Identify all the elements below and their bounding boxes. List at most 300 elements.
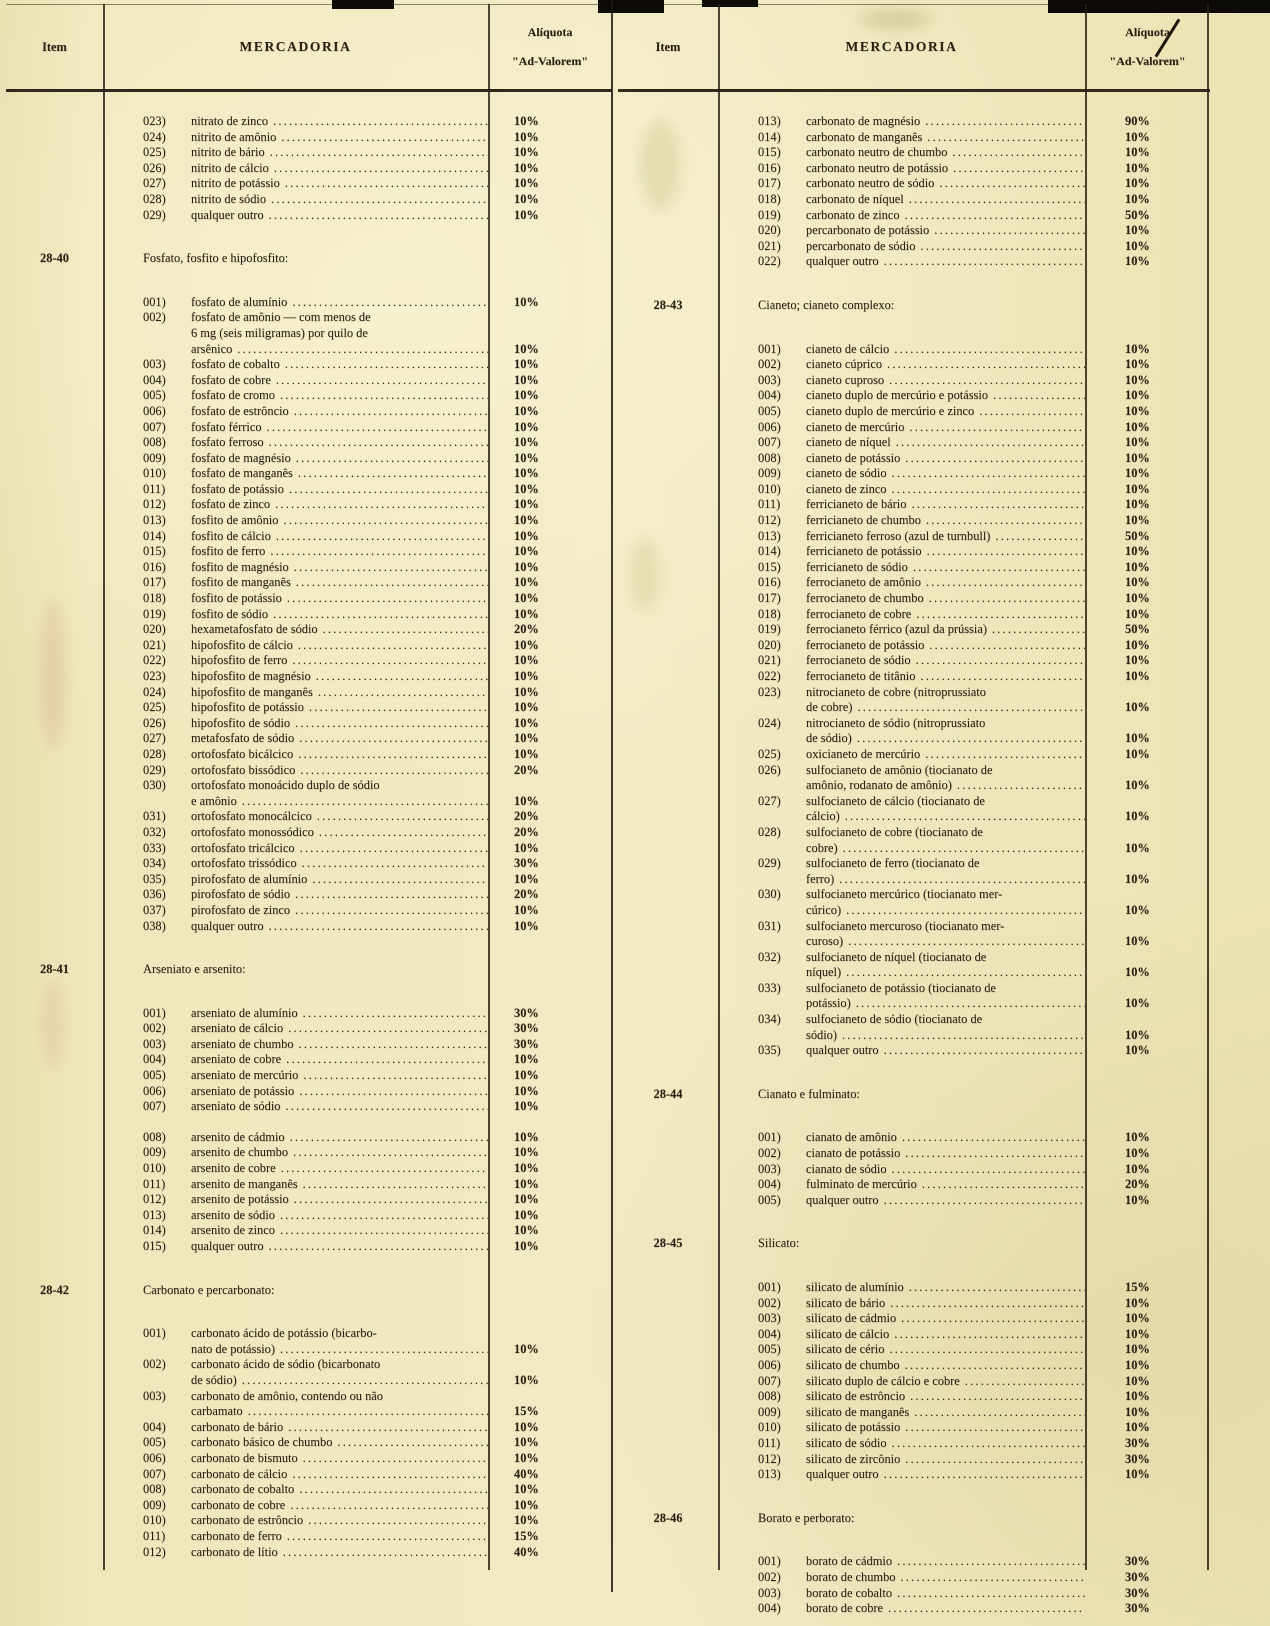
dot-leader: [900, 1570, 1085, 1586]
entry-line: [758, 223, 1085, 239]
entry-line: [143, 887, 488, 903]
entry-line: [758, 357, 1085, 373]
dot-leader: [905, 208, 1085, 224]
tariff-entry: [6, 919, 612, 935]
item-code-cell: [618, 1043, 718, 1059]
entry-rate: 10%: [1125, 637, 1150, 652]
entry-description: [103, 176, 488, 192]
entry-description: [103, 1145, 488, 1161]
dot-leader: [267, 420, 488, 436]
tariff-entry: [618, 254, 1210, 270]
entry-line: [758, 1311, 1085, 1327]
entry-description: [103, 295, 488, 311]
entry-line: [143, 575, 488, 591]
entry-text: silicato de chumbo: [806, 1357, 900, 1372]
tariff-entry: [618, 1554, 1210, 1570]
entry-rate: 10%: [514, 176, 539, 191]
entry-number: 017): [758, 591, 781, 606]
entry-text: nitrato de zinco: [191, 114, 269, 128]
entry-description: [718, 451, 1085, 467]
item-code-cell: [618, 192, 718, 208]
item-code-cell: [618, 208, 718, 224]
tariff-entry: [618, 575, 1210, 591]
dot-leader: [929, 591, 1085, 607]
dot-leader: [995, 529, 1085, 545]
dot-leader: [300, 763, 488, 779]
entry-rate: 10%: [514, 1161, 539, 1176]
entry-number: 015): [758, 145, 781, 160]
entry-rate: 20%: [514, 887, 539, 902]
entry-rate: 10%: [1125, 1467, 1150, 1482]
entry-rate: 10%: [1125, 559, 1150, 574]
entry-number: 031): [758, 918, 781, 933]
dot-leader: [271, 192, 488, 208]
entry-rate: 30%: [514, 856, 539, 871]
tariff-entry: [6, 607, 612, 623]
entry-text: nato de potássio): [191, 1341, 275, 1356]
entry-line: [143, 825, 488, 841]
entry-line: [758, 560, 1085, 576]
tariff-entry: [618, 607, 1210, 623]
entry-line: [143, 1404, 488, 1420]
item-code-cell: [6, 1513, 103, 1529]
entry-description: [718, 716, 1085, 747]
entry-line: [143, 731, 488, 747]
item-code-cell: [6, 357, 103, 373]
item-code-cell: [618, 254, 718, 270]
entry-description: [718, 607, 1085, 623]
tariff-entry: [618, 1436, 1210, 1452]
entry-text: hipofosfito de manganês: [191, 684, 313, 699]
entry-rate: 10%: [514, 357, 539, 372]
entry-rate: 10%: [514, 1145, 539, 1160]
entry-line: [143, 342, 488, 358]
tariff-entry: [618, 1193, 1210, 1209]
entry-line: [143, 856, 488, 872]
entry-rate: 10%: [1125, 497, 1150, 512]
entry-number: 016): [143, 559, 166, 574]
tariff-entry: [618, 856, 1210, 887]
tariff-entry: [618, 638, 1210, 654]
entry-text: ferrocianeto de potássio: [806, 637, 925, 652]
tariff-entry: [6, 1130, 612, 1146]
item-code-cell: [618, 435, 718, 451]
entry-line: [143, 903, 488, 919]
entry-number: 017): [143, 575, 166, 590]
tariff-entry: [6, 856, 612, 872]
item-code-cell: [6, 887, 103, 903]
entry-description: [718, 763, 1085, 794]
item-code-cell: [6, 778, 103, 809]
entry-rate: 10%: [1125, 341, 1150, 356]
entry-text: ferricianeto de sódio: [806, 559, 908, 574]
header-mercadoria-label: MERCADORIA: [239, 39, 352, 54]
entry-rate: 50%: [1125, 207, 1150, 222]
entry-rate: 10%: [514, 450, 539, 465]
entry-line: [143, 529, 488, 545]
entry-description: [718, 1280, 1085, 1296]
entry-rate: 10%: [1125, 223, 1150, 238]
section-header: [6, 962, 612, 978]
dot-leader: [303, 1006, 488, 1022]
entry-description: [103, 310, 488, 357]
rate-cell: [1085, 298, 1210, 314]
entry-description: [718, 208, 1085, 224]
entry-line: [758, 794, 1085, 810]
entry-rate: 10%: [514, 544, 539, 559]
tariff-entry: [618, 239, 1210, 255]
item-code-cell: [618, 622, 718, 638]
entry-number: 003): [143, 1036, 166, 1051]
tariff-entry: [618, 342, 1210, 358]
entry-rate: 10%: [514, 1192, 539, 1207]
entry-text: ortofosfato tricálcico: [191, 840, 295, 855]
dot-leader: [926, 575, 1085, 591]
tariff-entry: [6, 1467, 612, 1483]
dot-leader: [892, 482, 1086, 498]
dot-leader: [337, 1435, 488, 1451]
entry-number: 029): [143, 207, 166, 222]
entry-line: [143, 1068, 488, 1084]
entry-number: 006): [758, 1357, 781, 1372]
item-code-cell: [6, 176, 103, 192]
entry-number: 010): [758, 1420, 781, 1435]
entry-number: 006): [143, 403, 166, 418]
item-code-cell: [618, 1296, 718, 1312]
entry-rate: 10%: [1125, 778, 1150, 793]
item-code-cell: [6, 435, 103, 451]
tariff-entry: [6, 357, 612, 373]
entry-line: [758, 239, 1085, 255]
entry-line: [758, 981, 1085, 997]
entry-text: borato de cobalto: [806, 1585, 893, 1600]
entry-number: 007): [758, 435, 781, 450]
item-code-cell: [618, 1358, 718, 1374]
entry-text: silicato de cálcio: [806, 1326, 890, 1341]
entry-line: [143, 1006, 488, 1022]
entry-description: [718, 404, 1085, 420]
entry-number: 008): [143, 1129, 166, 1144]
item-code-cell: [6, 560, 103, 576]
entry-text: cianeto de potássio: [806, 450, 901, 465]
entry-text: sulfocianeto mercuroso (tiocianato mer-: [806, 918, 1005, 933]
entry-text: ferricianeto de bário: [806, 497, 907, 512]
entry-rate: 10%: [514, 871, 539, 886]
dot-leader: [857, 731, 1085, 747]
tariff-entry: [618, 130, 1210, 146]
entry-description: [103, 778, 488, 809]
entry-rate: 10%: [1125, 591, 1150, 606]
section-title: Arseniato e arsenito:: [143, 962, 246, 977]
dot-leader: [299, 1037, 488, 1053]
entry-rate: 10%: [1125, 1027, 1150, 1042]
item-code-cell: [618, 950, 718, 981]
entry-rate: 10%: [1125, 160, 1150, 175]
entry-text: pirofosfato de zinco: [191, 902, 291, 917]
entry-rate: 10%: [514, 372, 539, 387]
entry-description: [718, 887, 1085, 918]
item-code-cell: [6, 451, 103, 467]
entry-rate: 10%: [514, 731, 539, 746]
entry-line: [143, 1239, 488, 1255]
item-code-cell: [6, 161, 103, 177]
entry-line: [143, 1084, 488, 1100]
entry-rate: 10%: [1125, 1404, 1150, 1419]
dot-leader: [286, 1052, 488, 1068]
dot-leader: [242, 1373, 488, 1389]
entry-description: [718, 529, 1085, 545]
item-code-cell: [6, 575, 103, 591]
entry-line: [143, 1192, 488, 1208]
entry-number: 007): [143, 419, 166, 434]
entry-description: [718, 981, 1085, 1012]
entry-rate: 10%: [1125, 466, 1150, 481]
entry-line: [143, 192, 488, 208]
dot-leader: [889, 373, 1085, 389]
entry-description: [103, 1498, 488, 1514]
tariff-entry: [618, 1467, 1210, 1483]
entry-description: [718, 919, 1085, 950]
tariff-entry: [6, 638, 612, 654]
tariff-entry: [6, 451, 612, 467]
entry-rate: 10%: [514, 1207, 539, 1222]
entry-text: cianato de sódio: [806, 1161, 887, 1176]
dot-leader: [276, 529, 488, 545]
entry-line: [758, 1405, 1085, 1421]
entry-rate: 10%: [514, 466, 539, 481]
entry-text: oxicianeto de mercúrio: [806, 746, 921, 761]
entry-rate: 10%: [514, 637, 539, 652]
entry-line: [758, 1389, 1085, 1405]
entry-text: cianeto de níquel: [806, 435, 891, 450]
entry-text: sulfocianeto de cálcio (tiocianato de: [806, 793, 985, 808]
entry-line: [758, 856, 1085, 872]
item-code-cell: [6, 1177, 103, 1193]
entry-description: [718, 653, 1085, 669]
item-code-cell: [618, 451, 718, 467]
tariff-entry: [6, 1529, 612, 1545]
entry-text: silicato de manganês: [806, 1404, 910, 1419]
tariff-entry: [618, 357, 1210, 373]
item-code-cell: [6, 1099, 103, 1115]
rate-cell: [1085, 1087, 1210, 1103]
entry-line: [143, 373, 488, 389]
entry-description: [103, 903, 488, 919]
item-code-cell: [6, 809, 103, 825]
entry-number: 005): [143, 388, 166, 403]
entry-number: 003): [758, 1311, 781, 1326]
item-code-cell: [618, 1012, 718, 1043]
entry-line: [758, 1358, 1085, 1374]
entry-text: ferrocianeto de amônio: [806, 575, 921, 590]
item-code-cell: [6, 685, 103, 701]
entry-text: arseniato de cobre: [191, 1052, 282, 1067]
entry-number: 001): [758, 1554, 781, 1569]
dot-leader: [248, 1404, 488, 1420]
entry-rate: 40%: [514, 1544, 539, 1559]
entry-text: percarbonato de potássio: [806, 223, 930, 238]
entry-number: 004): [758, 1326, 781, 1341]
dot-leader: [905, 1452, 1085, 1468]
entry-text: ferrocianeto férrico (azul da prússia): [806, 622, 987, 637]
entry-text: cianato de amônio: [806, 1130, 897, 1145]
item-code-cell: [618, 239, 718, 255]
entry-text: fulminato de mercúrio: [806, 1177, 917, 1192]
entry-number: 008): [758, 1389, 781, 1404]
entry-rate: 10%: [1125, 544, 1150, 559]
tariff-entry: [618, 1162, 1210, 1178]
entry-line: [758, 1420, 1085, 1436]
entry-number: 003): [143, 1388, 166, 1403]
dot-leader: [909, 1280, 1085, 1296]
entry-description: [718, 1420, 1085, 1436]
entry-description: [103, 1420, 488, 1436]
dot-leader: [287, 1529, 488, 1545]
entry-description: [718, 1374, 1085, 1390]
entry-rate: 10%: [1125, 653, 1150, 668]
entry-description: [103, 1006, 488, 1022]
entry-description: [718, 192, 1085, 208]
entry-rate: 15%: [1125, 1280, 1150, 1294]
entry-text: ferricianeto ferroso (azul de turnbull): [806, 528, 991, 543]
entry-description: [718, 669, 1085, 685]
entry-text: arseniato de potássio: [191, 1083, 295, 1098]
tariff-entry: [618, 497, 1210, 513]
entry-line: [758, 404, 1085, 420]
dot-leader: [323, 622, 488, 638]
entry-number: 032): [143, 824, 166, 839]
left-page-column: [6, 4, 612, 1596]
entry-description: [103, 466, 488, 482]
entry-line: [758, 591, 1085, 607]
header-mercadoria-label: MERCADORIA: [845, 39, 958, 54]
entry-description: [103, 1052, 488, 1068]
entry-rate: 15%: [514, 1404, 539, 1419]
dot-leader: [296, 575, 488, 591]
item-code-cell: [6, 591, 103, 607]
item-code-cell: [618, 1146, 718, 1162]
entry-rate: 10%: [514, 1341, 539, 1356]
item-code-cell: [618, 114, 718, 130]
tariff-entry: [618, 388, 1210, 404]
tariff-entry: [618, 404, 1210, 420]
dot-leader: [902, 1130, 1085, 1146]
entry-line: [758, 1467, 1085, 1483]
entry-description: [103, 544, 488, 560]
dot-leader: [939, 176, 1085, 192]
entry-description: [718, 591, 1085, 607]
entry-rate: 10%: [514, 1083, 539, 1098]
item-code-cell: [6, 544, 103, 560]
entry-line: [758, 388, 1085, 404]
entry-text: ferro): [806, 871, 835, 886]
item-code-cell: [618, 1130, 718, 1146]
dot-leader: [848, 934, 1085, 950]
entry-number: 026): [143, 160, 166, 175]
item-code-cell: [618, 794, 718, 825]
entry-text: fosfato de cromo: [191, 388, 275, 403]
entry-line: [758, 451, 1085, 467]
tariff-entry: [618, 1043, 1210, 1059]
tariff-entry: [6, 1326, 612, 1357]
tariff-entry: [6, 1052, 612, 1068]
section-title: Borato e perborato:: [758, 1510, 855, 1525]
item-code-cell: [618, 685, 718, 716]
item-code-cell: [618, 638, 718, 654]
tariff-entry: [618, 1374, 1210, 1390]
section-code: 28-46: [653, 1510, 683, 1525]
item-code-cell: [6, 1130, 103, 1146]
entry-text: carbamato: [191, 1404, 243, 1419]
entry-line: [758, 1436, 1085, 1452]
rate-cell: [1085, 1236, 1210, 1252]
entry-rate: 10%: [1125, 965, 1150, 980]
tariff-entry: [618, 560, 1210, 576]
entry-rate: 10%: [514, 481, 539, 496]
rate-cell: [488, 962, 612, 978]
entry-line: [143, 130, 488, 146]
dot-leader: [839, 872, 1085, 888]
tariff-entry: [6, 529, 612, 545]
entry-line: [143, 1420, 488, 1436]
entry-rate: 30%: [1125, 1554, 1150, 1569]
entry-text: sulfocianeto mercúrico (tiocianato mer-: [806, 887, 1003, 902]
entry-rate: 20%: [1125, 1177, 1150, 1192]
tariff-entry: [6, 1357, 612, 1388]
entry-number: 029): [143, 762, 166, 777]
entry-number: 025): [143, 145, 166, 160]
entry-line: [143, 1482, 488, 1498]
entry-text: amônio, rodanato de amônio): [806, 778, 952, 793]
entry-rate: 10%: [514, 1176, 539, 1191]
entry-text: cianeto duplo de mercúrio e potássio: [806, 388, 989, 403]
entry-rate: 10%: [514, 435, 539, 450]
entry-description: [718, 1342, 1085, 1358]
entry-text: silicato de cério: [806, 1342, 885, 1357]
entry-text: cianeto de zinco: [806, 481, 887, 496]
entry-line: [143, 794, 488, 810]
dot-leader: [905, 1146, 1085, 1162]
item-code-cell: [6, 1068, 103, 1084]
entry-line: [143, 114, 488, 130]
entry-text: carbonato de bário: [191, 1419, 284, 1434]
entry-line: [758, 1043, 1085, 1059]
entry-line: [758, 669, 1085, 685]
item-code-cell: [6, 841, 103, 857]
entry-text: nitrocianeto de cobre (nitroprussiato: [806, 684, 986, 699]
entry-description: [103, 114, 488, 130]
item-code-cell: [6, 903, 103, 919]
entry-line: [758, 965, 1085, 981]
item-code-cell: [6, 872, 103, 888]
entry-number: 029): [758, 856, 781, 871]
dot-leader: [274, 161, 488, 177]
entry-number: 009): [143, 1145, 166, 1160]
entry-text: nitrito de amônio: [191, 129, 277, 144]
entry-rate: 10%: [514, 129, 539, 144]
item-code-cell: [6, 208, 103, 224]
item-code-cell: [6, 114, 103, 130]
entry-description: [103, 208, 488, 224]
entry-number: 005): [758, 1192, 781, 1207]
entry-rate: 10%: [1125, 1357, 1150, 1372]
entry-number: 036): [143, 887, 166, 902]
entry-description: [103, 451, 488, 467]
header-item-label: Item: [42, 39, 67, 54]
entry-text: fosfato de magnésio: [191, 450, 291, 465]
entry-rate: 10%: [1125, 1161, 1150, 1176]
dot-leader: [911, 497, 1085, 513]
